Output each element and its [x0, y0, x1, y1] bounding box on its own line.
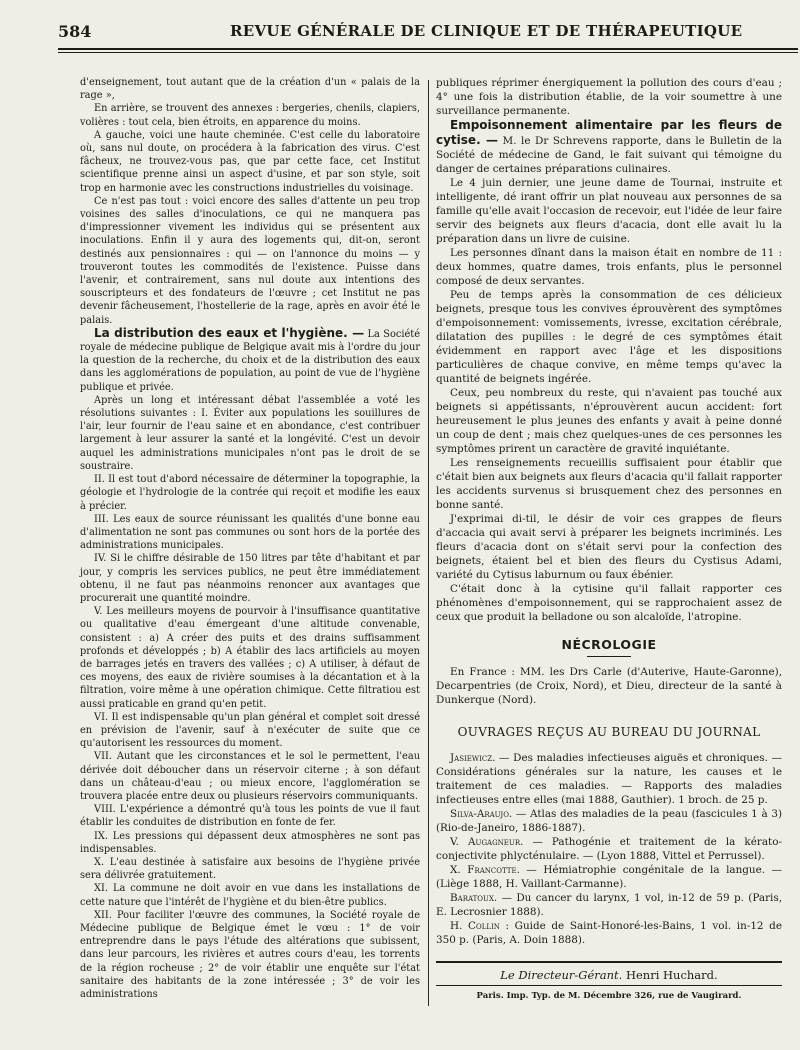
signature-role: Le Directeur-Gérant. [500, 968, 623, 982]
section-title: Empoisonnement alimentaire par les fleurs de cytise. — [436, 118, 782, 147]
header-rule-thin [58, 52, 798, 53]
header-rule [58, 48, 798, 50]
paragraph [80, 513, 420, 553]
paragraph [80, 750, 420, 803]
paragraph-text: Les personnes dînant dans la maison était en nombre de 11 : deux hommes, quatre dames, trois enfants, plus le personnel composé de deux servantes. [436, 247, 782, 287]
paragraph-text: Les renseignements recueillis suffisaient pour établir que c'était bien aux beignets aux fleurs d'acacia qu'il fallait rapporter les accidents survenus si brusquement chez des personnes en bonne santé. [436, 457, 782, 511]
necrology-heading: NÉCROLOGIE [561, 637, 657, 652]
paragraph-text: publiques réprimer énergiquement la pollution des cours d'eau ; 4° une fois la distribution établie, de la voir soumettre à une surveillance permanente. [436, 77, 782, 117]
book-entry [436, 835, 782, 863]
paragraph [436, 512, 782, 582]
book-entry [436, 919, 782, 947]
book-entry [436, 751, 782, 807]
paragraph [436, 582, 782, 624]
paragraph-text: Peu de temps après la consommation de ces délicieux beignets, presque tous les convives éprouvèrent des symptômes d'empoisonnement: vomissements, ivresse, excitation cérébrale, dilatation des pupilles : le degré de ces symptômes était évidemment en rapport avec l'âge et les dispositions particulières de chaque convive, en même temps qu'avec la quantité de beignets ingérée. [436, 289, 782, 385]
paragraph-text: V. Les meilleurs moyens de pourvoir à l'insuffisance quantitative ou qualitative d'eau émergeant d'une altitude convenable, consistent : a) A créer des puits et des drains suffisamment profonds et développés ; b) A établir des lacs artificiels au moyen de barrages jetés en travers des vallées ; c) A utiliser, à défaut de ces moyens, des eaux de rivière soumises à la décantation et à la filtration, voire même à une opération chimique. Cette filtratiou est aussi praticable en grand qu'en petit. [80, 606, 420, 710]
paragraph [80, 882, 420, 908]
paragraph-text: J'exprimai di-til, le désir de voir ces grappes de fleurs d'accacia qui avait servi à préparer les beignets incriminés. Les fleurs d'acacia dont on s'était servi pour la confection des beignets, étaient bel et bien des fleurs du Cystisus Adami, variété du Cytisus laburnum ou faux ébénier. [436, 513, 782, 581]
books-heading: OUVRAGES REÇUS AU BUREAU DU JOURNAL [457, 725, 761, 739]
book-author: Silva-Araujo. [450, 808, 513, 820]
paragraph-text: XII. Pour faciliter l'œuvre des communes, la Société royale de Médecine publique de Belgique émet le vœu : 1° de voir entreprendre dans le pays l'étude des altérations que subissent, dans leur parcours, les rivières et autres cours d'eau, les torrents de la région rocheuse ; 2° de voir établir une enquête sur l'état sanitaire des habitants de la zone intéressée ; 3° de voir les administrations [80, 909, 420, 1001]
paragraph-text: XI. La commune ne doit avoir en vue dans les installations de cette nature que l'intérêt de l'hygiène et du bien-être publics. [80, 883, 420, 908]
paragraph-text: Après un long et intéressant débat l'assemblée a voté les résolutions suivantes : I. Éviter aux populations les souillures de l'air, leur fournir de l'eau saine et en abondance, c'est contribuer largement à leur assurer la santé et la longévité. C'est un devoir auquel les administrations municipales n'ont pas le droit de se soustraire. [80, 394, 420, 472]
paragraph [436, 386, 782, 456]
paragraph [80, 473, 420, 513]
paragraph [436, 288, 782, 386]
paragraph-text: Ce n'est pas tout : voici encore des salles d'attente un peu trop voisines des salles d'inoculations, ce qui ne manquera pas d'impressionner vivement les individus qui se présentent aux inoculations. Enfin il y aura des logements qui, dit-on, seront destinés aux pensionnaires : qui — on l'annonce du moins — y trouveront toutes les commodités de l'existence. Puisse dans l'avenir, et contrairement, sans nul doute aux intentions des souscripteurs et des fondateurs de l'œuvre ; cet Institut ne pas devenir fâcheusement, l'hostellerie de la rage, après en avoir été le palais. [80, 195, 420, 326]
printer-imprint: Paris. Imp. Typ. de M. Décembre 326, rue de Vaugirard. [436, 985, 782, 1003]
paragraph-text: Le 4 juin dernier, une jeune dame de Tournai, instruite et intelligente, dé irant offrir un plat nouveau aux personnes de sa famille qu'elle avait l'occasion de recevoir, eut l'idée de leur faire servir des beignets aux fleurs d'acacia, dont elle avait lu la préparation dans un livre de cuisine. [436, 177, 782, 245]
right-column-articles [436, 76, 782, 624]
book-description: — Hémiatrophie congénitale de la langue. — (Liège 1888, H. Vaillant-Carmanne). [436, 864, 783, 890]
paragraph-text: IV. Si le chiffre désirable de 150 litres par tête d'habitant et par jour, y compris les services publics, ne peut être immédiatement obtenu, il ne faut pas néanmoins renoncer aux avantages que procurerait une quantité moindre. [80, 553, 420, 604]
book-author: X. Francotte. [450, 864, 520, 876]
book-description: — Des maladies infectieuses aiguës et chroniques. — Considérations générales sur la nature, les causes et le traitement de ces maladies. — Rapports des maladies infectieuses entre elles (mai 1888, Gauthier). 1 broch. de 25 p. [436, 752, 782, 806]
paragraph [80, 552, 420, 605]
paragraph-text: VIII. L'expérience a démontré qu'à tous les points de vue il faut établir les conduites de distribution en fonte de fer. [80, 804, 420, 829]
paragraph [80, 394, 420, 473]
paragraph-text: A gauche, voici une haute cheminée. C'est celle du laboratoire où, sans nul doute, on procédera à la fabrication des virus. C'est fâcheux, ne trouvez-vous pas, que par cette face, cet Institut scientifique prenne ainsi un aspect d'usine, et par son style, soit trop en harmonie avec les constructions industrielles du voisinage. [80, 129, 420, 194]
book-description: — Atlas des maladies de la peau (fascicules 1 à 3) (Rio-de-Janeiro, 1886-1887). [436, 808, 782, 834]
column-divider [428, 80, 429, 1006]
paragraph [80, 803, 420, 829]
signature [436, 961, 782, 982]
section-title: La distribution des eaux et l'hygiène. — [94, 325, 365, 340]
paragraph-text: C'était donc à la cytisine qu'il fallait rapporter ces phénomènes d'empoisonnement, qui se rapprochaient assez de ceux que produit la belladone ou son alcaloïde, l'atropine. [436, 583, 782, 623]
paragraph [80, 909, 420, 1001]
paragraph [436, 246, 782, 288]
paragraph-text: III. Les eaux de source réunissant les qualités d'une bonne eau d'alimentation ne sont pas communes ou sont hors de la portée des administrations municipales. [80, 513, 420, 552]
paragraph-text: La Société royale de médecine publique de Belgique avait mis à l'ordre du jour la question de la recherche, du choix et de la distribution des eaux dans les agglomérations de population, au point de vue de l'hygiène publique et privée. [80, 328, 420, 393]
paragraph-text: En arrière, se trouvent des annexes : bergeries, chenils, clapiers, volières : tout cela, bien étroits, en apparence du moins. [80, 103, 420, 128]
book-description: : Guide de Saint-Honoré-les-Bains, 1 vol. in-12 de 350 p. (Paris, A. Doin 1888). [436, 920, 782, 946]
book-author: Jasiewicz. [450, 752, 496, 764]
necrology-heading-rule [587, 656, 631, 657]
signature-name: Henri Huchard. [625, 968, 718, 982]
paragraph-text: IX. Les pressions qui dépassent deux atmosphères ne sont pas indispensables. [80, 830, 420, 855]
paragraph [80, 102, 420, 128]
paragraph-text: II. Il est tout d'abord nécessaire de déterminer la topographie, la géologie et l'hydrologie de la contrée qui reçoit et modifie les eaux à précier. [80, 474, 420, 512]
paragraph-text: X. L'eau destinée à satisfaire aux besoins de l'hygiène privée sera délivrée gratuitement. [80, 856, 420, 882]
left-column [80, 76, 420, 1001]
paragraph [436, 76, 782, 118]
paragraph-text: d'enseignement, tout autant que de la création d'un « palais de la rage », [80, 77, 420, 102]
books-list [436, 751, 782, 947]
book-entry [436, 891, 782, 919]
paragraph [80, 830, 420, 856]
paragraph-text: Ceux, peu nombreux du reste, qui n'avaient pas touché aux beignets si appétissants, n'éprouvèrent aucun accident: fort heureusement le plus jeunes des enfants y avait à peine donné un coup de dent ; mais chez quelques-unes de ces personnes les symptômes prirent un caractère de gravité inquiétante. [436, 387, 782, 455]
book-entry [436, 863, 782, 891]
book-author: H. Collin [450, 920, 500, 932]
necrology-text: En France : MM. les Drs Carle (d'Auterive, Haute-Garonne), Decarpentries (de Croix, Nord), et Dieu, directeur de la santé à Dunkerque (Nord). [436, 666, 782, 706]
book-description: — Du cancer du larynx, 1 vol, in-12 de 59 p. (Paris, E. Lecrosnier 1888). [436, 892, 782, 918]
paragraph [436, 456, 782, 512]
running-title: REVUE GÉNÉRALE DE CLINIQUE ET DE THÉRAPEUTIQUE [230, 22, 743, 40]
page-header [0, 22, 800, 46]
paragraph [80, 856, 420, 882]
paragraph [80, 605, 420, 711]
paragraph [80, 76, 420, 102]
page-number: 584 [58, 22, 92, 41]
right-column [436, 76, 782, 1003]
book-description: — Pathogénie et traitement de la kérato-conjectivite phlycténulaire. — (Lyon 1888, Vittel et Perrussel). [436, 836, 782, 862]
paragraph-text: M. le Dr Schrevens rapporte, dans le Bulletin de la Société de médecine de Gand, le fait suivant qui témoigne du danger de certaines préparations culinaires. [436, 135, 782, 175]
paragraph [80, 711, 420, 751]
paragraph [436, 176, 782, 246]
paragraph [436, 118, 782, 176]
book-author: Baratoux. [450, 892, 498, 904]
paragraph [80, 195, 420, 327]
book-entry [436, 807, 782, 835]
paragraph-text: VII. Autant que les circonstances et le sol le permettent, l'eau dérivée doit déboucher dans un réservoir citerne ; à son défaut dans un château-d'eau ; ou mieux encore, l'agglomération se trouvera placée entre deux ou plusieurs réservoirs communiquants. [80, 751, 420, 802]
paragraph-text: VI. Il est indispensable qu'un plan général et complet soit dressé en prévision de l'avenir, sauf à n'exécuter de suite que ce qu'autorisent les ressources du moment. [80, 711, 420, 750]
paragraph [80, 129, 420, 195]
book-author: V. Augagneur. [450, 836, 524, 848]
paragraph [80, 327, 420, 394]
